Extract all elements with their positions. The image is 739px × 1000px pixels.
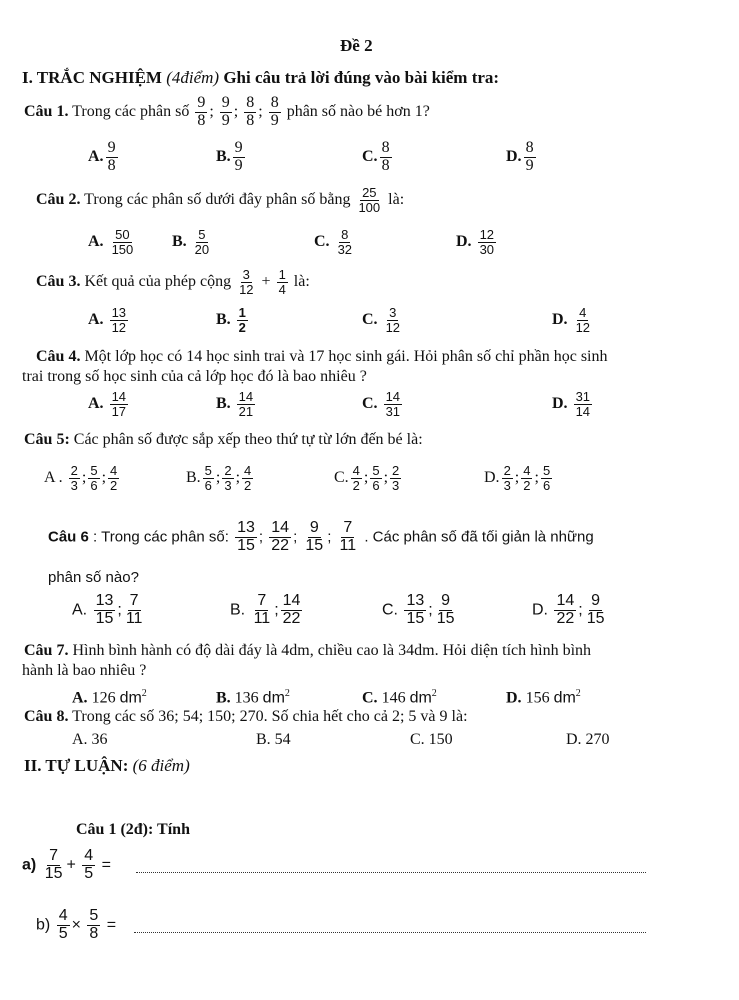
q6-option-b[interactable]: B. $\frac{7}{11}$ ; $\frac{14}{22}$: [230, 592, 301, 627]
section1-title: I. TRẮC NGHIỆM: [22, 68, 162, 87]
q7-option-d[interactable]: D. 156 $dm^2$: [506, 688, 581, 707]
q4-option-d[interactable]: D. $\frac{31}{14}$: [552, 389, 591, 419]
q7-option-c[interactable]: C. 146 $dm^2$: [362, 688, 437, 707]
q2-option-a[interactable]: A. $\frac{50}{150}$: [88, 227, 134, 257]
plus-sign: +: [261, 272, 271, 290]
q5-option-a[interactable]: A . $\frac{2}{3}$ ; $\frac{5}{6}$ ; $\frac{4}{2}$: [44, 463, 118, 493]
q1-stem: Câu 1. Trong các phân số $\frac{9}{8}$ ; $\frac{9}{9}$ ; $\frac{8}{8}$ ; $\frac{8}{9}$ phân số nào bé hơn 1?: [24, 94, 430, 129]
q2-tail: là:: [388, 190, 405, 208]
q3-tail: là:: [293, 272, 310, 290]
q1-option-d[interactable]: D. $\frac{8}{9}$: [506, 139, 534, 174]
q5-label: Câu 5:: [24, 431, 70, 448]
q3-option-c[interactable]: C. $\frac{3}{12}$: [362, 305, 401, 335]
section1-heading: [22, 68, 499, 88]
q8-option-a[interactable]: A. 36: [72, 731, 108, 748]
q7-line1: [24, 641, 591, 661]
q1-frac-3: $\frac{8}{8}$: [246, 94, 255, 129]
q3-frac-1: $\frac{3}{12}$: [239, 267, 254, 297]
q1-option-a[interactable]: A. $\frac{9}{8}$: [88, 139, 116, 174]
q1-frac-1: $\frac{9}{8}$: [197, 94, 206, 129]
section1-instruction: Ghi câu trả lời đúng vào bài kiểm tra:: [223, 68, 500, 87]
q7-option-b[interactable]: B. 136 $dm^2$: [216, 688, 290, 707]
essay-a-answer-line[interactable]: [136, 872, 646, 873]
q7-label: Câu 7.: [24, 642, 69, 659]
q6-line2: phân số nào?: [48, 569, 139, 586]
section2-heading: [24, 756, 190, 776]
q3-stem: [36, 268, 310, 296]
q4-option-b[interactable]: B. $\frac{14}{21}$: [216, 389, 254, 419]
q6-label: Câu 6: [48, 528, 89, 546]
q1-frac-4: $\frac{8}{9}$: [270, 94, 279, 129]
q2-option-c[interactable]: C. $\frac{8}{32}$: [314, 227, 353, 257]
q3-option-b[interactable]: B. $\frac{1}{2}$: [216, 305, 246, 335]
q8-label: Câu 8.: [24, 708, 69, 725]
essay-b: b) $\frac{4}{5}$ × $\frac{5}{8}$ =: [36, 907, 117, 942]
q8-option-b[interactable]: B. 54: [256, 731, 291, 748]
q7-option-a[interactable]: A. 126 $dm^2$: [72, 688, 147, 707]
section1-points: (4điểm): [166, 68, 220, 87]
q2-label: Câu 2.: [36, 190, 81, 208]
q8-option-c[interactable]: C. 150: [410, 731, 453, 748]
q5-option-c[interactable]: C. $\frac{4}{2}$ ; $\frac{5}{6}$ ; $\frac{2}{3}$: [334, 463, 400, 493]
q2-stem: [36, 186, 404, 214]
q3-frac-2: $\frac{1}{4}$: [278, 267, 286, 297]
q4-line2: trai trong số học sinh của cả lớp học đó là bao nhiêu ?: [22, 368, 367, 385]
q5-stem: [24, 430, 423, 450]
q4-label: Câu 4.: [36, 348, 81, 365]
q2-option-b[interactable]: B. $\frac{5}{20}$: [172, 227, 210, 257]
q5-option-d[interactable]: D. $\frac{2}{3}$ ; $\frac{4}{2}$ ; $\frac{5}{6}$: [484, 463, 551, 493]
q2-text: Trong các phân số dưới đây phân số bằng: [84, 190, 351, 208]
q8-option-d[interactable]: D. 270: [566, 731, 610, 748]
q4-option-c[interactable]: C. $\frac{14}{31}$: [362, 389, 401, 419]
essay-title: Câu 1 (2đ): Tính: [76, 821, 190, 838]
q8-stem: [24, 707, 468, 727]
q3-option-a[interactable]: A. $\frac{13}{12}$: [88, 305, 127, 335]
q4-line1: [36, 347, 608, 367]
q6-option-d[interactable]: D. $\frac{14}{22}$ ; $\frac{9}{15}$: [532, 592, 605, 627]
q3-option-d[interactable]: D. $\frac{4}{12}$: [552, 305, 591, 335]
q7-text: Hình bình hành có độ dài đáy là 4dm, chiều cao là 34dm. Hỏi diện tích hình bình: [72, 642, 592, 659]
q2-option-d[interactable]: D. $\frac{12}{30}$: [456, 227, 495, 257]
q1-text-before: Trong các phân số: [72, 102, 190, 120]
q6-text-after: . Các phân số đã tối giản là những: [364, 528, 594, 546]
q8-text: Trong các số 36; 54; 150; 270. Số chia hết cho cả 2; 5 và 9 là:: [72, 708, 468, 725]
section2-points: (6 điểm): [132, 756, 190, 775]
q1-label: Câu 1.: [24, 102, 69, 120]
page-title: Đề 2: [340, 36, 373, 55]
q1-option-c[interactable]: C. $\frac{8}{8}$: [362, 139, 390, 174]
q1-text-after: phân số nào bé hơn 1?: [286, 102, 430, 120]
q6-option-c[interactable]: C. $\frac{13}{15}$ ; $\frac{9}{15}$: [382, 592, 455, 627]
q5-text: Các phân số được sắp xếp theo thứ tự từ lớn đến bé là:: [73, 431, 423, 448]
essay-b-answer-line[interactable]: [134, 932, 646, 933]
q1-option-b[interactable]: B. $\frac{9}{9}$: [216, 139, 243, 174]
q2-frac: $\frac{25}{100}$: [358, 185, 381, 215]
q3-text: Kết quả của phép cộng: [84, 272, 232, 290]
q4-text: Một lớp học có 14 học sinh trai và 17 học sinh gái. Hỏi phân số chỉ phần học sinh: [84, 348, 608, 365]
essay-a: a) $\frac{7}{15}$ + $\frac{4}{5}$ =: [22, 847, 111, 882]
q3-label: Câu 3.: [36, 272, 81, 290]
q7-line2: hành là bao nhiêu ?: [22, 662, 147, 679]
q6-stem: Câu 6 : Trong các phân số: $\frac{13}{15}$ ; $\frac{14}{22}$ ; $\frac{9}{15}$ ; $\frac{7}{11}$ . Các phân số đã tối giản là những: [48, 519, 594, 554]
section2-title: II. TỰ LUẬN:: [24, 756, 129, 775]
q1-frac-2: $\frac{9}{9}$: [221, 94, 230, 129]
q6-text-before: : Trong các phân số:: [93, 528, 229, 546]
q5-option-b[interactable]: B. $\frac{5}{6}$ ; $\frac{2}{3}$ ; $\frac{4}{2}$: [186, 463, 252, 493]
q6-option-a[interactable]: A. $\frac{13}{15}$ ; $\frac{7}{11}$: [72, 592, 143, 627]
q4-option-a[interactable]: A. $\frac{14}{17}$: [88, 389, 127, 419]
